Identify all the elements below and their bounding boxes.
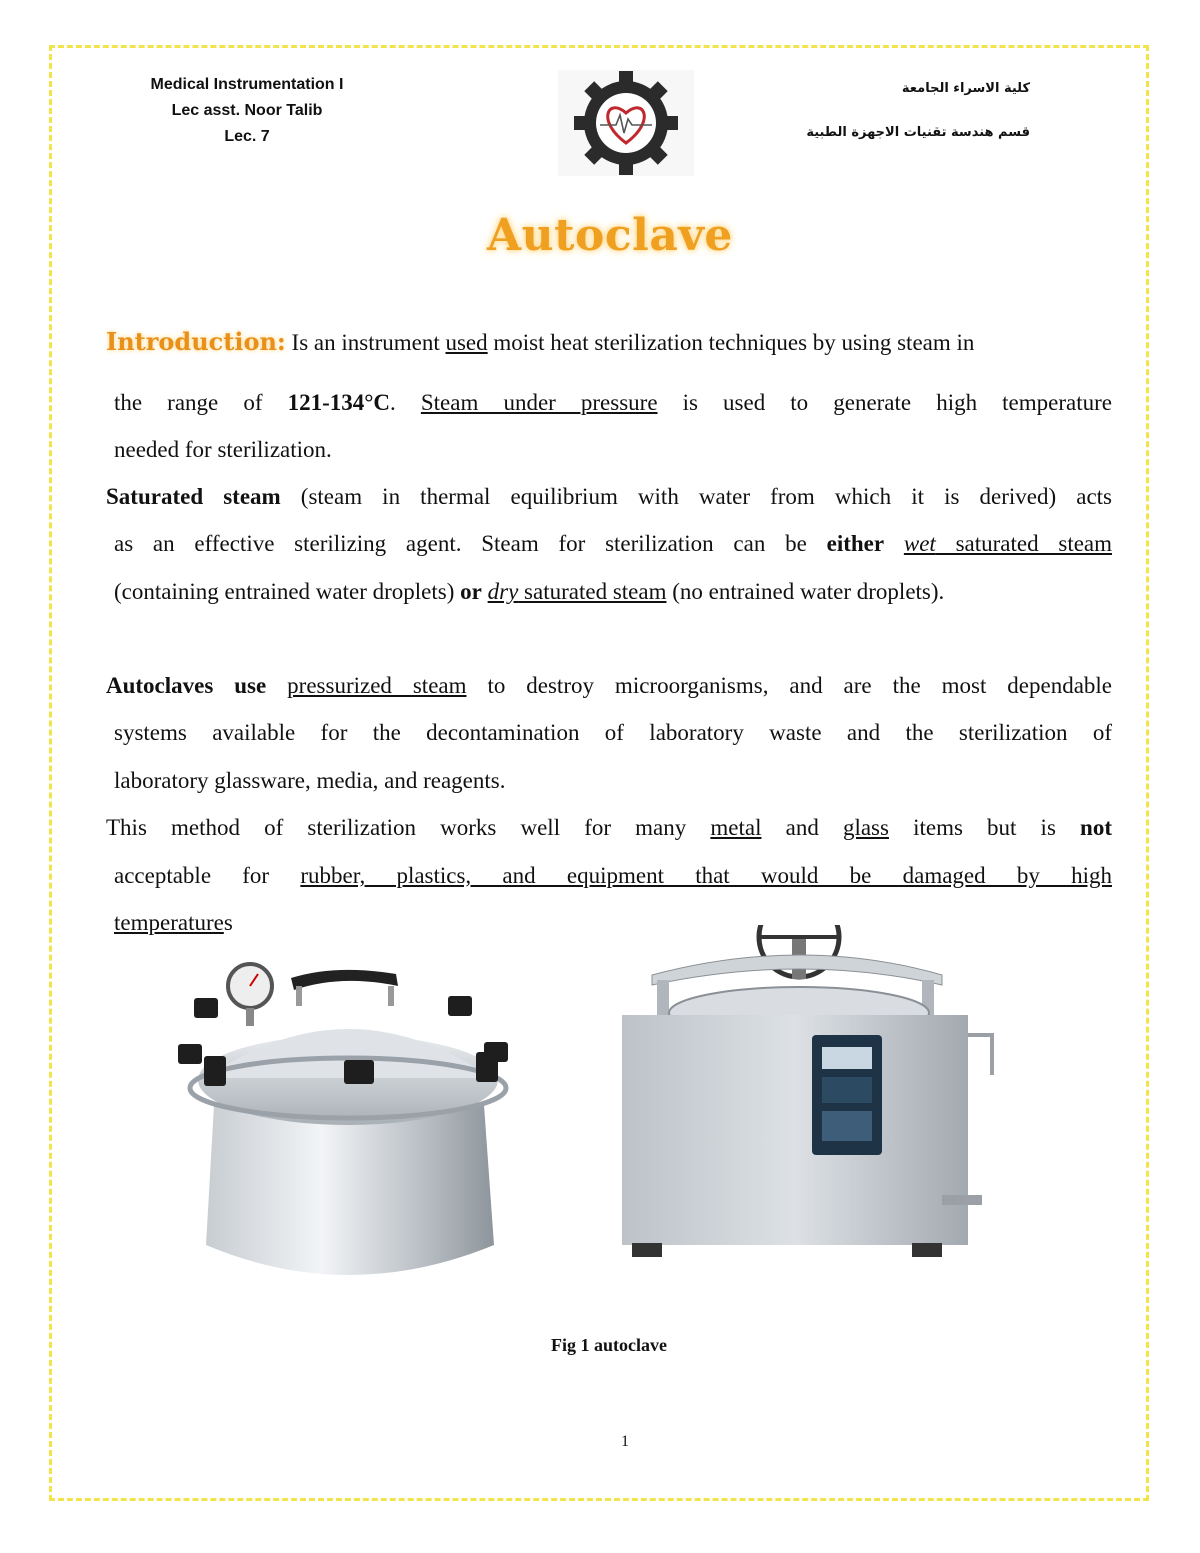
page-title: Autoclave	[487, 210, 733, 261]
course-name: Medical Instrumentation I	[150, 76, 344, 93]
pressure-cooker-autoclave-image	[176, 960, 521, 1300]
header-right	[780, 78, 1030, 166]
intro-line-1: Introduction: Is an instrument used moist heat sterilization techniques by using steam in	[106, 327, 975, 356]
saturated-line-1: Saturated steam (steam in thermal equilibrium with water from which it is derived) acts	[106, 484, 1112, 509]
college-name: كلية الاسراء الجامعة	[901, 81, 1030, 96]
method-line-1: This method of sterilization works well for many metal and glass items but is not	[106, 815, 1112, 840]
autoclaves-line-2: systems available for the decontamination of laboratory waste and the sterilization of	[114, 720, 1112, 745]
figure-caption: Fig 1 autoclave	[551, 1335, 667, 1355]
saturated-line-3: (containing entrained water droplets) or dry saturated steam (no entrained water droplets).	[114, 579, 945, 604]
intro-line-2: the range of 121-134°C. Steam under pressure is used to generate high temperature	[114, 390, 1112, 415]
method-line-3: temperatures	[114, 910, 233, 935]
department-name: قسم هندسة تقنيات الاجهزة الطبية	[806, 125, 1030, 140]
autoclaves-line-3: laboratory glassware, media, and reagents.	[114, 768, 506, 793]
lecture-number: Lec. 7	[224, 128, 270, 145]
vertical-autoclave-image	[612, 925, 997, 1270]
page-number: 1	[621, 1433, 629, 1450]
header-left	[132, 72, 362, 150]
intro-line-3: needed for sterilization.	[114, 437, 332, 462]
method-line-2: acceptable for rubber, plastics, and equipment that would be damaged by high	[114, 863, 1112, 888]
intro-heading: Introduction:	[106, 327, 286, 356]
autoclaves-line-1: Autoclaves use pressurized steam to destroy microorganisms, and are the most dependable	[106, 673, 1113, 698]
saturated-line-2: as an effective sterilizing agent. Steam for sterilization can be either wet saturated steam	[114, 531, 1113, 556]
department-logo	[558, 70, 694, 176]
lecturer-name: Lec asst. Noor Talib	[171, 102, 323, 119]
